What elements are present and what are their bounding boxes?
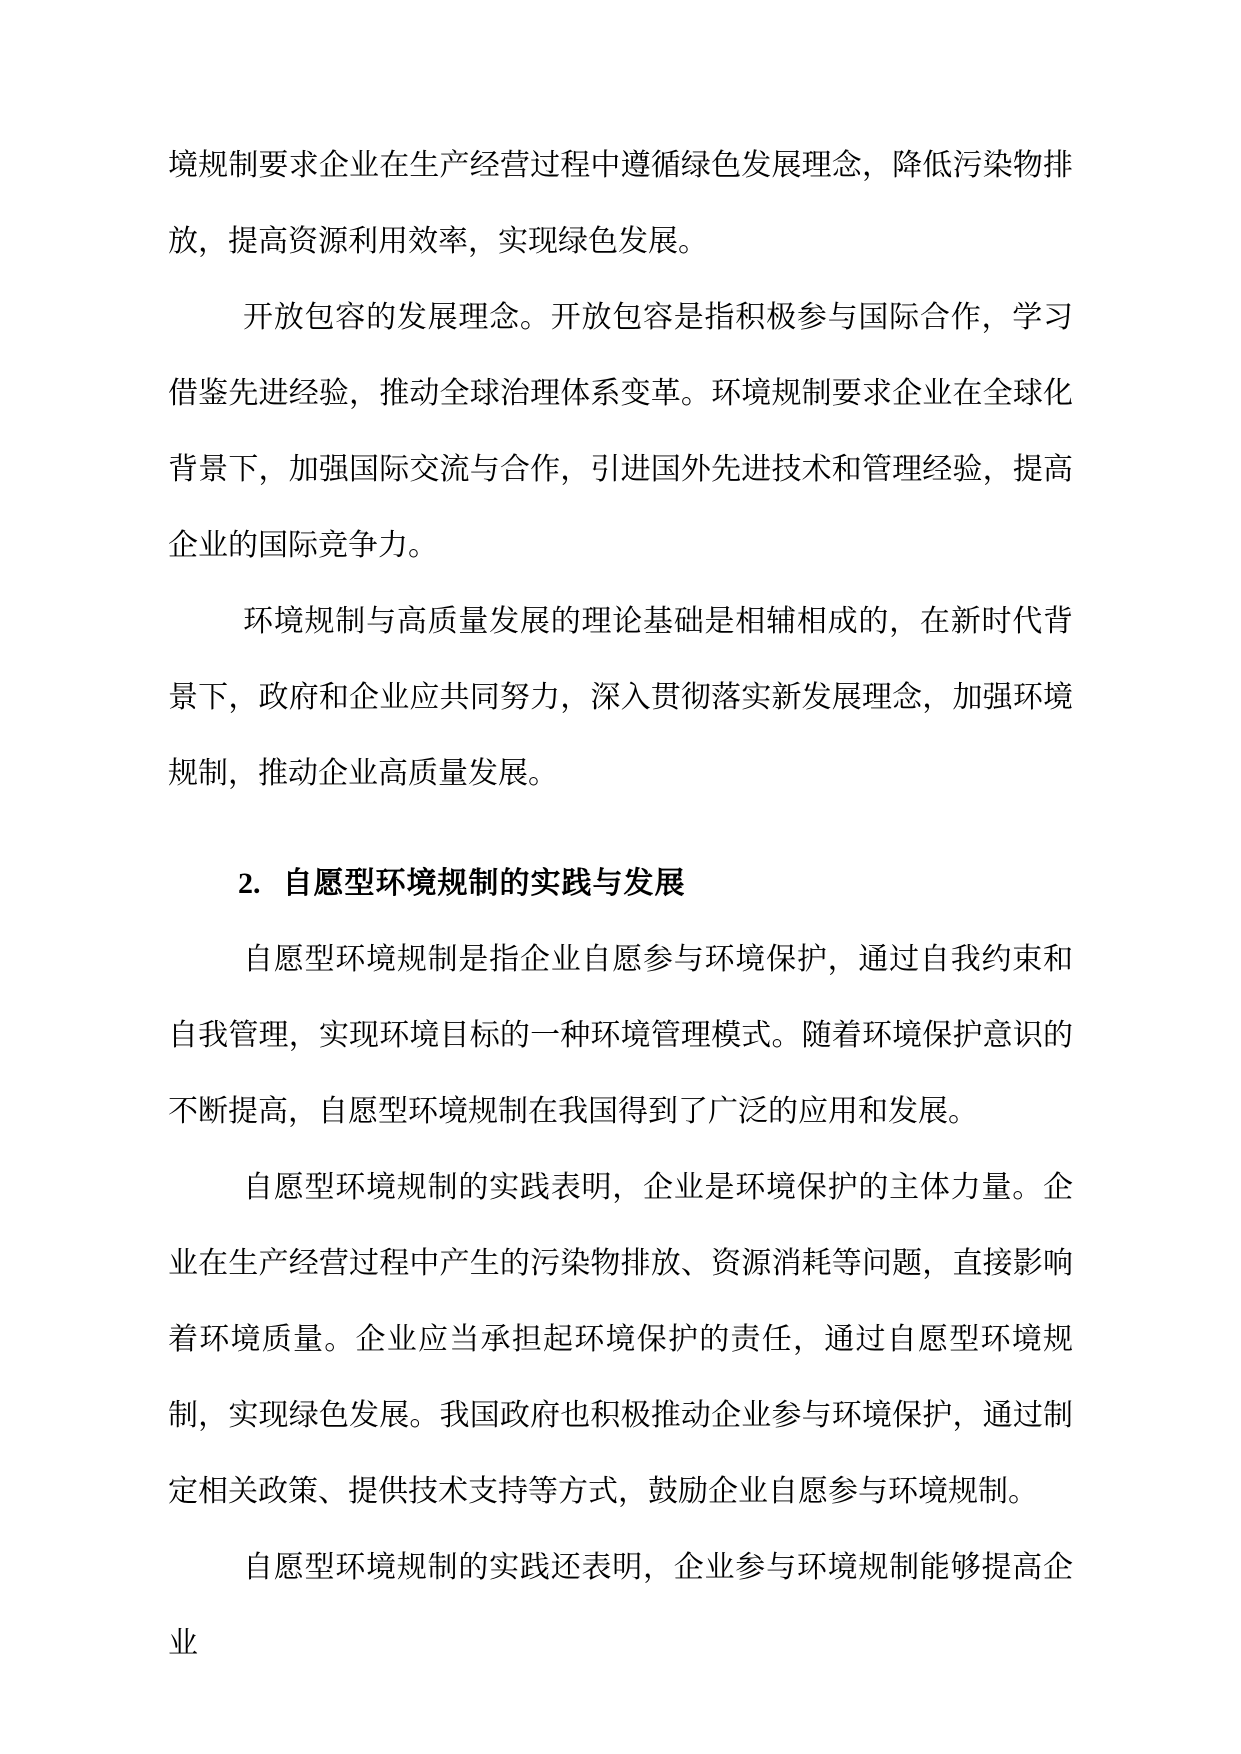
- body-paragraph: 开放包容的发展理念。开放包容是指积极参与国际合作，学习借鉴先进经验，推动全球治理体系变革。环境规制要求企业在全球化背景下，加强国际交流与合作，引进国外先进技术和管理经验，提高企业的国际竞争力。: [168, 301, 1073, 562]
- section-heading: [168, 846, 1073, 922]
- body-paragraph: 环境规制与高质量发展的理论基础是相辅相成的，在新时代背景下，政府和企业应共同努力，深入贯彻落实新发展理念，加强环境规制，推动企业高质量发展。: [168, 605, 1073, 790]
- body-paragraph-continuation: 境规制要求企业在生产经营过程中遵循绿色发展理念，降低污染物排放，提高资源利用效率，实现绿色发展。: [168, 149, 1073, 258]
- body-paragraph: 自愿型环境规制是指企业自愿参与环境保护，通过自我约束和自我管理，实现环境目标的一种环境管理模式。随着环境保护意识的不断提高，自愿型环境规制在我国得到了广泛的应用和发展。: [168, 943, 1073, 1128]
- body-paragraph-cutoff: 自愿型环境规制的实践还表明，企业参与环境规制能够提高企业: [168, 1551, 1073, 1660]
- heading-number: 2.: [238, 867, 261, 900]
- body-paragraph: 自愿型环境规制的实践表明，企业是环境保护的主体力量。企业在生产经营过程中产生的污染物排放、资源消耗等问题，直接影响着环境质量。企业应当承担起环境保护的责任，通过自愿型环境规制，实现绿色发展。我国政府也积极推动企业参与环境保护，通过制定相关政策、提供技术支持等方式，鼓励企业自愿参与环境规制。: [168, 1171, 1073, 1508]
- heading-title: 自愿型环境规制的实践与发展: [282, 867, 686, 900]
